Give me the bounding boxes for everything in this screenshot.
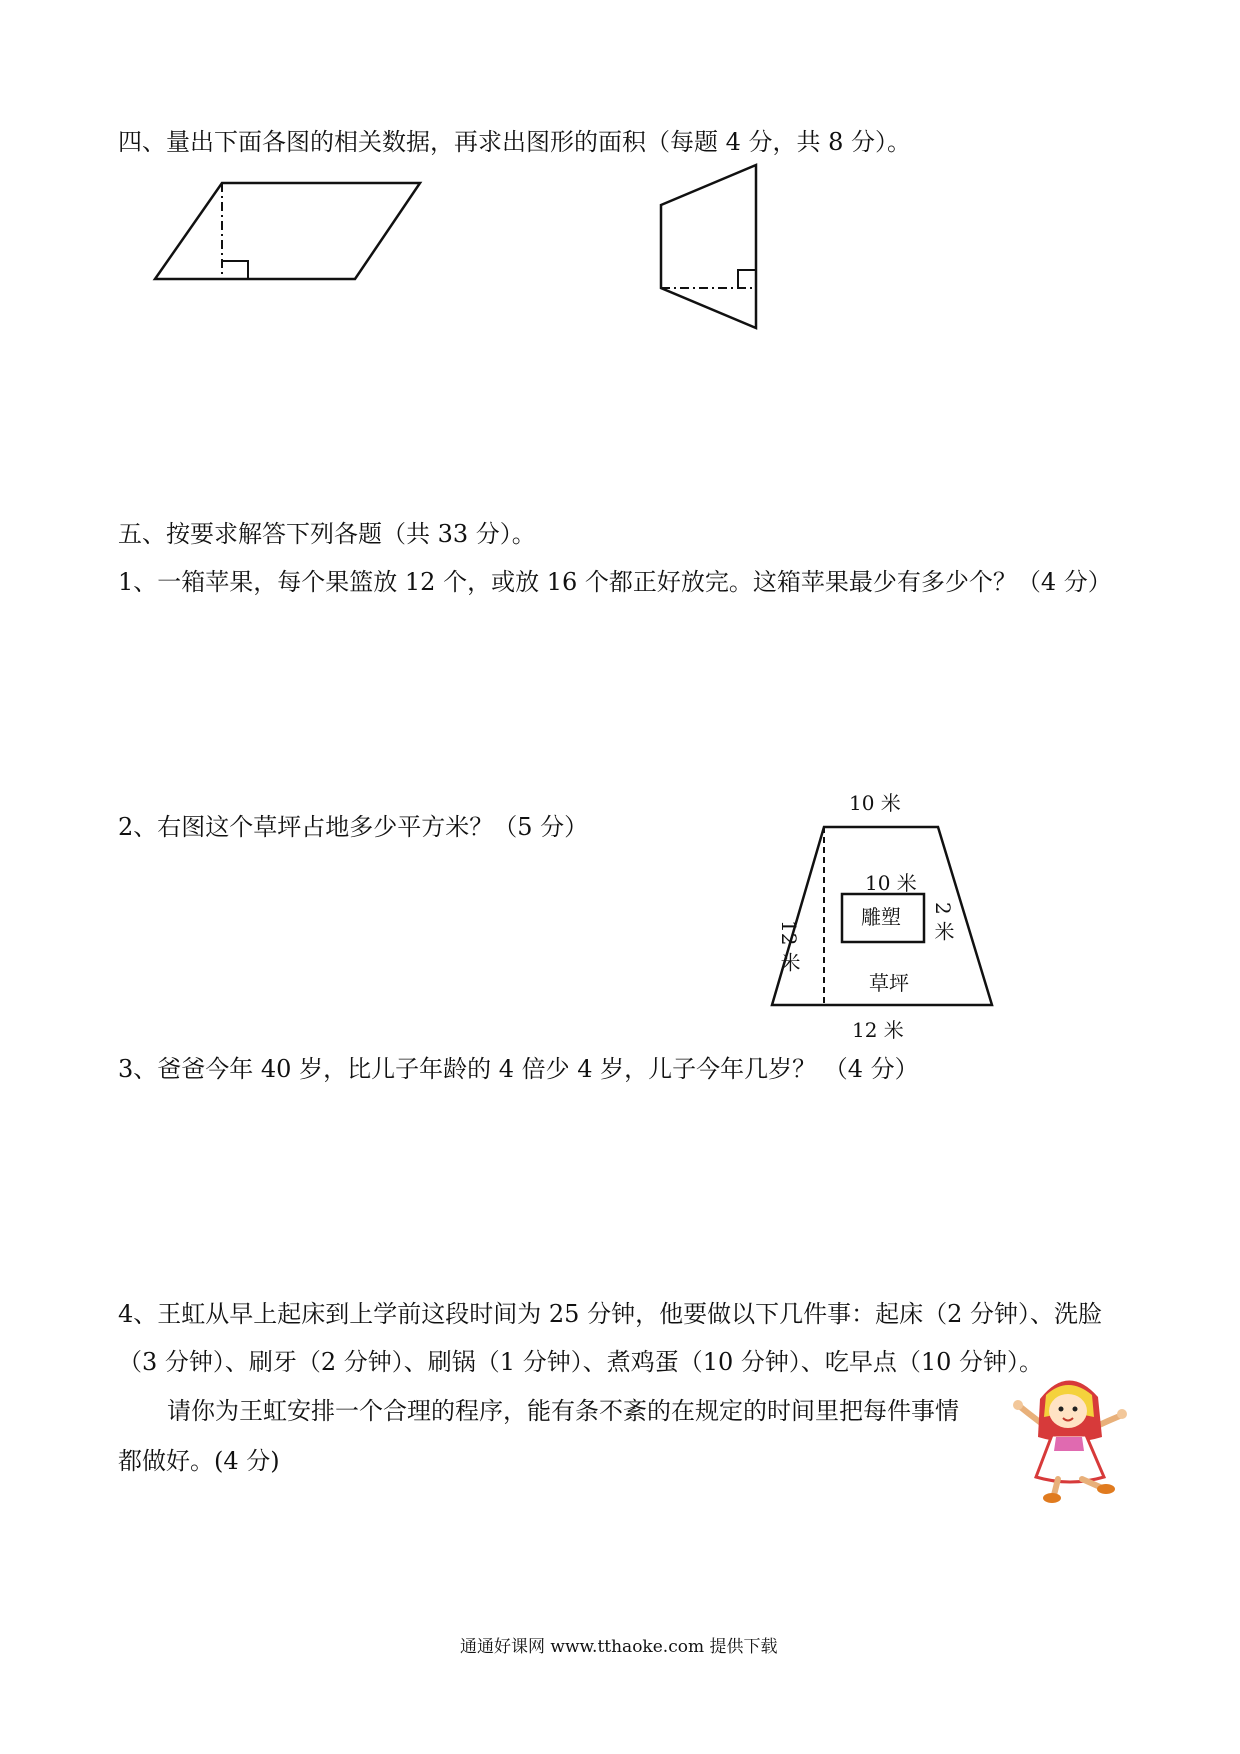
question-1: 1、一箱苹果，每个果篮放 12 个，或放 16 个都正好放完。这箱苹果最少有多少个？（4 分）: [118, 568, 1112, 596]
right-angle-mark: [738, 270, 756, 288]
parallelogram-shape: [155, 183, 420, 279]
question-4-line-4: 都做好。(4 分): [118, 1447, 280, 1475]
height-label: 12 米: [777, 920, 801, 972]
question-4-line-1: 4、王虹从早上起床到上学前这段时间为 25 分钟，他要做以下几件事：起床（2 分钟）、洗脸: [118, 1300, 1102, 1328]
section5-heading: 五、按要求解答下列各题（共 33 分）。: [118, 520, 536, 548]
statue-height-label: 2 米: [931, 902, 955, 942]
top-base-label: 10 米: [849, 791, 901, 815]
trapezoid-shape: [661, 165, 756, 328]
footer-text: 通通好课网 www.tthaoke.com 提供下载: [460, 1637, 778, 1657]
parallelogram-figure: [150, 175, 430, 285]
lawn-trapezoid-figure: [760, 790, 1010, 1050]
statue-width-label: 10 米: [865, 871, 917, 895]
trapezoid-figure: [655, 160, 765, 335]
section4-heading: 四、量出下面各图的相关数据，再求出图形的面积（每题 4 分，共 8 分）。: [118, 128, 912, 156]
cartoon-girl-illustration: [1010, 1365, 1130, 1505]
question-2: 2、右图这个草坪占地多少平方米？（5 分）: [118, 813, 589, 841]
statue-text: 雕塑: [861, 905, 901, 929]
question-4-line-3: 请你为王虹安排一个合理的程序，能有条不紊的在规定的时间里把每件事情: [167, 1397, 959, 1425]
question-3: 3、爸爸今年 40 岁，比儿子年龄的 4 倍少 4 岁，儿子今年几岁？ （4 分）: [118, 1055, 919, 1083]
question-4-line-2: （3 分钟）、刷牙（2 分钟）、刷锅（1 分钟）、煮鸡蛋（10 分钟）、吃早点（10 分钟）。: [118, 1348, 1044, 1376]
lawn-text: 草坪: [869, 971, 909, 995]
bottom-base-label: 12 米: [852, 1018, 904, 1042]
right-angle-mark: [222, 261, 248, 279]
